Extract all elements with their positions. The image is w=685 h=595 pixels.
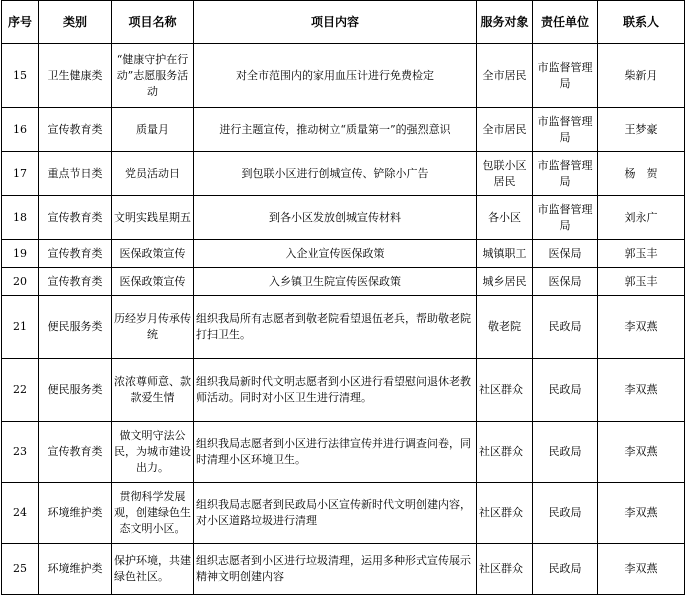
cell-target: 城乡居民 — [477, 268, 533, 296]
cell-name: 历经岁月传承传统 — [112, 296, 194, 359]
cell-no: 20 — [2, 268, 39, 296]
cell-content: 组织我局新时代文明志愿者到小区进行看望慰问退休老教师活动。同时对小区卫生进行清理。 — [194, 359, 477, 422]
table-row — [2, 196, 685, 240]
cell-name: 浓浓尊师意、款款爱生情 — [112, 359, 194, 422]
cell-content: 入乡镇卫生院宣传医保政策 — [194, 268, 477, 296]
table-row — [2, 240, 685, 268]
cell-contact: 柴新月 — [598, 44, 685, 108]
table-row — [2, 268, 685, 296]
cell-category: 宣传教育类 — [39, 268, 112, 296]
cell-contact: 李双燕 — [598, 296, 685, 359]
cell-name: 医保政策宣传 — [112, 240, 194, 268]
cell-name: 党员活动日 — [112, 152, 194, 196]
header-unit: 责任单位 — [533, 1, 598, 44]
cell-unit: 民政局 — [533, 483, 598, 544]
cell-unit: 市监督管理局 — [533, 196, 598, 240]
table-row — [2, 422, 685, 483]
cell-contact: 郭玉丰 — [598, 268, 685, 296]
cell-unit: 民政局 — [533, 359, 598, 422]
table-row — [2, 152, 685, 196]
cell-unit: 民政局 — [533, 422, 598, 483]
cell-category: 环境维护类 — [39, 544, 112, 595]
cell-category: 环境维护类 — [39, 483, 112, 544]
cell-category: 卫生健康类 — [39, 44, 112, 108]
cell-name: “健康守护在行动”志愿服务活动 — [112, 44, 194, 108]
cell-unit: 市监督管理局 — [533, 108, 598, 152]
table-row — [2, 108, 685, 152]
cell-unit: 市监督管理局 — [533, 152, 598, 196]
header-name: 项目名称 — [112, 1, 194, 44]
cell-contact: 王梦豪 — [598, 108, 685, 152]
cell-target: 社区群众 — [477, 359, 533, 422]
cell-category: 宣传教育类 — [39, 196, 112, 240]
cell-no: 24 — [2, 483, 39, 544]
cell-content: 组织我局志愿者到民政局小区宣传新时代文明创建内容，对小区道路垃圾进行清理 — [194, 483, 477, 544]
table-row — [2, 483, 685, 544]
cell-unit: 医保局 — [533, 268, 598, 296]
cell-target: 社区群众 — [477, 483, 533, 544]
cell-name: 保护环境，共建绿色社区。 — [112, 544, 194, 595]
header-contact: 联系人 — [598, 1, 685, 44]
cell-no: 23 — [2, 422, 39, 483]
cell-target: 社区群众 — [477, 544, 533, 595]
cell-unit: 民政局 — [533, 544, 598, 595]
cell-target: 全市居民 — [477, 108, 533, 152]
cell-no: 18 — [2, 196, 39, 240]
header-target: 服务对象 — [477, 1, 533, 44]
cell-contact: 李双燕 — [598, 483, 685, 544]
cell-content: 入企业宣传医保政策 — [194, 240, 477, 268]
cell-category: 便民服务类 — [39, 359, 112, 422]
cell-content: 到各小区发放创城宣传材料 — [194, 196, 477, 240]
header-row — [2, 1, 685, 44]
cell-category: 宣传教育类 — [39, 108, 112, 152]
cell-name: 做文明守法公民，为城市建设出力。 — [112, 422, 194, 483]
cell-category: 宣传教育类 — [39, 240, 112, 268]
cell-name: 医保政策宣传 — [112, 268, 194, 296]
cell-content: 对全市范围内的家用血压计进行免费检定 — [194, 44, 477, 108]
cell-category: 宣传教育类 — [39, 422, 112, 483]
cell-target: 敬老院 — [477, 296, 533, 359]
cell-category: 便民服务类 — [39, 296, 112, 359]
cell-contact: 李双燕 — [598, 544, 685, 595]
table-row — [2, 296, 685, 359]
volunteer-project-table — [1, 0, 685, 595]
header-content: 项目内容 — [194, 1, 477, 44]
cell-content: 组织志愿者到小区进行垃圾清理，运用多种形式宣传展示精神文明创建内容 — [194, 544, 477, 595]
table-row — [2, 544, 685, 595]
cell-no: 22 — [2, 359, 39, 422]
table-row — [2, 44, 685, 108]
cell-no: 15 — [2, 44, 39, 108]
cell-contact: 杨 贺 — [598, 152, 685, 196]
cell-unit: 医保局 — [533, 240, 598, 268]
cell-name: 贯彻科学发展观，创建绿色生态文明小区。 — [112, 483, 194, 544]
cell-content: 组织我局志愿者到小区进行法律宣传并进行调查问卷，同时清理小区环境卫生。 — [194, 422, 477, 483]
cell-no: 21 — [2, 296, 39, 359]
cell-contact: 李双燕 — [598, 359, 685, 422]
cell-target: 包联小区居民 — [477, 152, 533, 196]
cell-content: 到包联小区进行创城宣传、铲除小广告 — [194, 152, 477, 196]
cell-contact: 刘永广 — [598, 196, 685, 240]
cell-contact: 郭玉丰 — [598, 240, 685, 268]
cell-no: 25 — [2, 544, 39, 595]
table-row — [2, 359, 685, 422]
cell-name: 质量月 — [112, 108, 194, 152]
cell-no: 19 — [2, 240, 39, 268]
header-category: 类别 — [39, 1, 112, 44]
cell-unit: 民政局 — [533, 296, 598, 359]
cell-name: 文明实践星期五 — [112, 196, 194, 240]
cell-target: 各小区 — [477, 196, 533, 240]
cell-no: 16 — [2, 108, 39, 152]
cell-target: 全市居民 — [477, 44, 533, 108]
header-no: 序号 — [2, 1, 39, 44]
cell-content: 组织我局所有志愿者到敬老院看望退伍老兵，帮助敬老院打扫卫生。 — [194, 296, 477, 359]
cell-category: 重点节日类 — [39, 152, 112, 196]
cell-unit: 市监督管理局 — [533, 44, 598, 108]
cell-contact: 李双燕 — [598, 422, 685, 483]
cell-no: 17 — [2, 152, 39, 196]
cell-content: 进行主题宣传，推动树立“质量第一”的强烈意识 — [194, 108, 477, 152]
cell-target: 城镇职工 — [477, 240, 533, 268]
cell-target: 社区群众 — [477, 422, 533, 483]
